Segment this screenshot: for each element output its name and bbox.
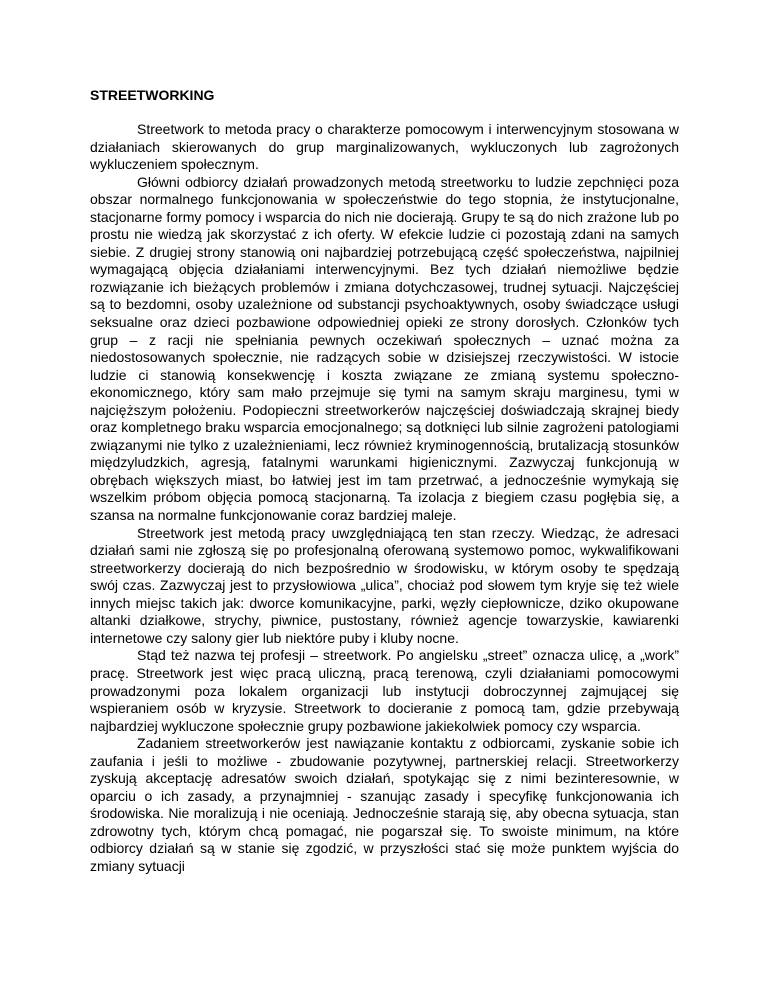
paragraph-method: Streetwork jest metodą pracy uwzględniającą ten stan rzeczy. Wiedząc, że adresaci działań sami nie zgłoszą się po profesjonalną oferowaną systemowo pomoc, wykwalifikowani streetworkerzy docierają do nich bezpośrednio w środowisku, w którym osoby te spędzają swój czas. Zazwyczaj jest to przysłowiowa „ulica”, chociaż pod słowem tym kryje się też wiele innych miejsc takich jak: dworce komunikacyjne, parki, węzły ciepłownicze, dziko okupowane altanki działkowe, strychy, piwnice, pustostany, również agencje towarzyskie, kawiarenki internetowe czy salony gier lub niektóre puby i kluby nocne. [90,524,679,646]
document-title: STREETWORKING [90,87,215,103]
paragraph-tasks: Zadaniem streetworkerów jest nawiązanie kontaktu z odbiorcami, zyskanie sobie ich zaufania i jeśli to możliwe - zbudowanie pozytywnej, partnerskiej relacji. Streetworkerzy zyskują akceptację adresatów swoich działań, spotykając się z nimi bezinteresownie, w oparciu o ich zasady, a przynajmniej - szanując zasady i specyfikę funkcjonowania ich środowiska. Nie moralizują i nie oceniają. Jednocześnie starają się, aby obecna sytuacja, stan zdrowotny tych, którym chcą pomagać, nie pogarszał się. To swoiste minimum, na które odbiorcy działań są w stanie się zgodzić, w przyszłości stać się może punktem wyjścia do zmiany sytuacji [90,735,679,874]
paragraph-recipients: Główni odbiorcy działań prowadzonych metodą streetworku to ludzie zepchnięci poza obszar normalnego funkcjonowania w społeczeństwie do tego stopnia, że instytucjonalne, stacjonarne formy pomocy i wsparcia do nich nie docierają. Grupy te są do nich zrażone lub po prostu nie wiedzą jak skorzystać z ich oferty. W efekcie ludzie ci pozostają zdani na samych siebie. Z drugiej strony stanowią oni najbardziej potrzebującą część społeczeństwa, najpilniej wymagającą objęcia działaniami interwencyjnymi. Bez tych działań niemożliwe będzie rozwiązanie ich bieżących problemów i zmiana dotychczasowej, trudnej sytuacji. Najczęściej są to bezdomni, osoby uzależnione od substancji psychoaktywnych, osoby świadczące usługi seksualne oraz dzieci pozbawione odpowiedniej opieki ze strony dorosłych. Członków tych grup – z racji nie spełniania pewnych oczekiwań społecznych – uznać można za niedostosowanych społecznie, nie radzących sobie w dzisiejszej rzeczywistości. W istocie ludzie ci stanowią konsekwencję i koszta związane ze zmianą systemu społeczno-ekonomicznego, który sam mało przejmuje się tymi na samym skraju marginesu, tymi w najcięższym położeniu. Podopieczni streetworkerów najczęściej doświadczają skrajnej biedy oraz kompletnego braku wsparcia emocjonalnego; są dotknięci lub silnie zagrożeni patologiami związanymi nie tylko z uzależnieniami, lecz również kryminogennością, brutalizacją stosunków międzyludzkich, agresją, fatalnymi warunkami higienicznymi. Zazwyczaj funkcjonują w obrębach większych miast, bo łatwiej jest im tam przetrwać, a jednocześnie wymykają się wszelkim próbom objęcia pomocą stacjonarną. Ta izolacja z biegiem czasu pogłębia się, a szansa na normalne funkcjonowanie coraz bardziej maleje. [90,173,679,524]
document-page [90,86,679,876]
paragraph-name-origin: Stąd też nazwa tej profesji – streetwork. Po angielsku „street” oznacza ulicę, a „work” pracę. Streetwork jest więc pracą uliczną, pracą terenową, czyli działaniami pomocowymi prowadzonymi poza lokalem organizacji lub instytucji dobroczynnej zajmującej się wspieraniem osób w kryzysie. Streetwork to docieranie z pomocą tam, gdzie przebywają najbardziej wykluczone społecznie grupy pozbawione jakiekolwiek pomocy czy wsparcia. [90,647,679,734]
paragraph-definition: Streetwork to metoda pracy o charakterze pomocowym i interwencyjnym stosowana w działaniach skierowanych do grup marginalizowanych, wykluczonych lub zagrożonych wykluczeniem społecznym. [90,121,679,173]
